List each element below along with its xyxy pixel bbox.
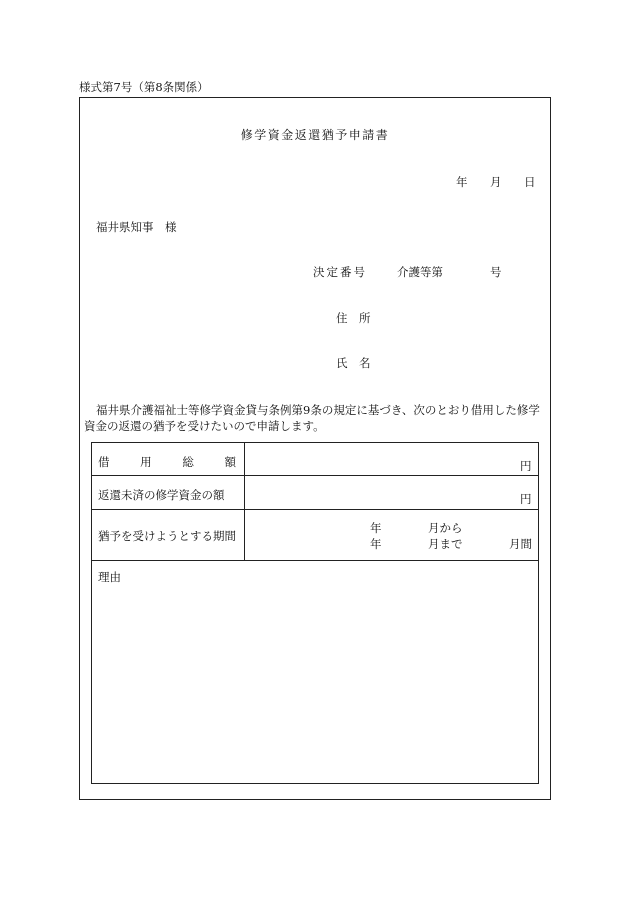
date-day-label: 日 xyxy=(524,175,536,189)
total-borrowed-label-char: 借 xyxy=(98,455,110,469)
period-start-month-label: 月から xyxy=(428,521,463,535)
unpaid-amount-label: 返還未済の修学資金の額 xyxy=(98,488,225,502)
total-borrowed-yen-unit: 円 xyxy=(520,459,532,473)
decision-number-prefix: 介護等第 xyxy=(397,265,443,279)
period-end-month-label: 月まで xyxy=(428,537,463,551)
table-row-divider xyxy=(91,560,539,561)
unpaid-amount-yen-unit: 円 xyxy=(520,492,532,506)
document-title: 修学資金返還猶予申請書 xyxy=(240,128,390,142)
decision-number-label: 決定番号 xyxy=(313,265,367,279)
table-row-divider xyxy=(91,475,539,476)
address-label: 住 所 xyxy=(336,311,371,325)
total-borrowed-label-char: 用 xyxy=(140,455,152,469)
form-number: 様式第7号（第8条関係） xyxy=(79,80,209,94)
table-column-divider xyxy=(244,442,245,560)
period-start-year-label: 年 xyxy=(370,521,382,535)
total-borrowed-label-char: 額 xyxy=(224,455,236,469)
deferral-period-label: 猶予を受けようとする期間 xyxy=(98,529,236,543)
name-label: 氏 名 xyxy=(336,356,371,370)
total-borrowed-label xyxy=(98,455,236,469)
application-statement: 福井県介護福祉士等修学資金貸与条例第9条の規定に基づき、次のとおり借用した修学資金の返還の猶予を受けたいので申請します。 xyxy=(84,403,540,433)
date-month-label: 月 xyxy=(490,175,502,189)
decision-number-suffix: 号 xyxy=(490,265,502,279)
table-row-divider xyxy=(91,509,539,510)
date-year-label: 年 xyxy=(456,175,468,189)
period-end-year-label: 年 xyxy=(370,537,382,551)
total-borrowed-label-char: 総 xyxy=(182,455,194,469)
period-months-label: 月間 xyxy=(509,537,532,551)
addressee: 福井県知事 様 xyxy=(96,220,177,234)
reason-label: 理由 xyxy=(98,570,121,584)
